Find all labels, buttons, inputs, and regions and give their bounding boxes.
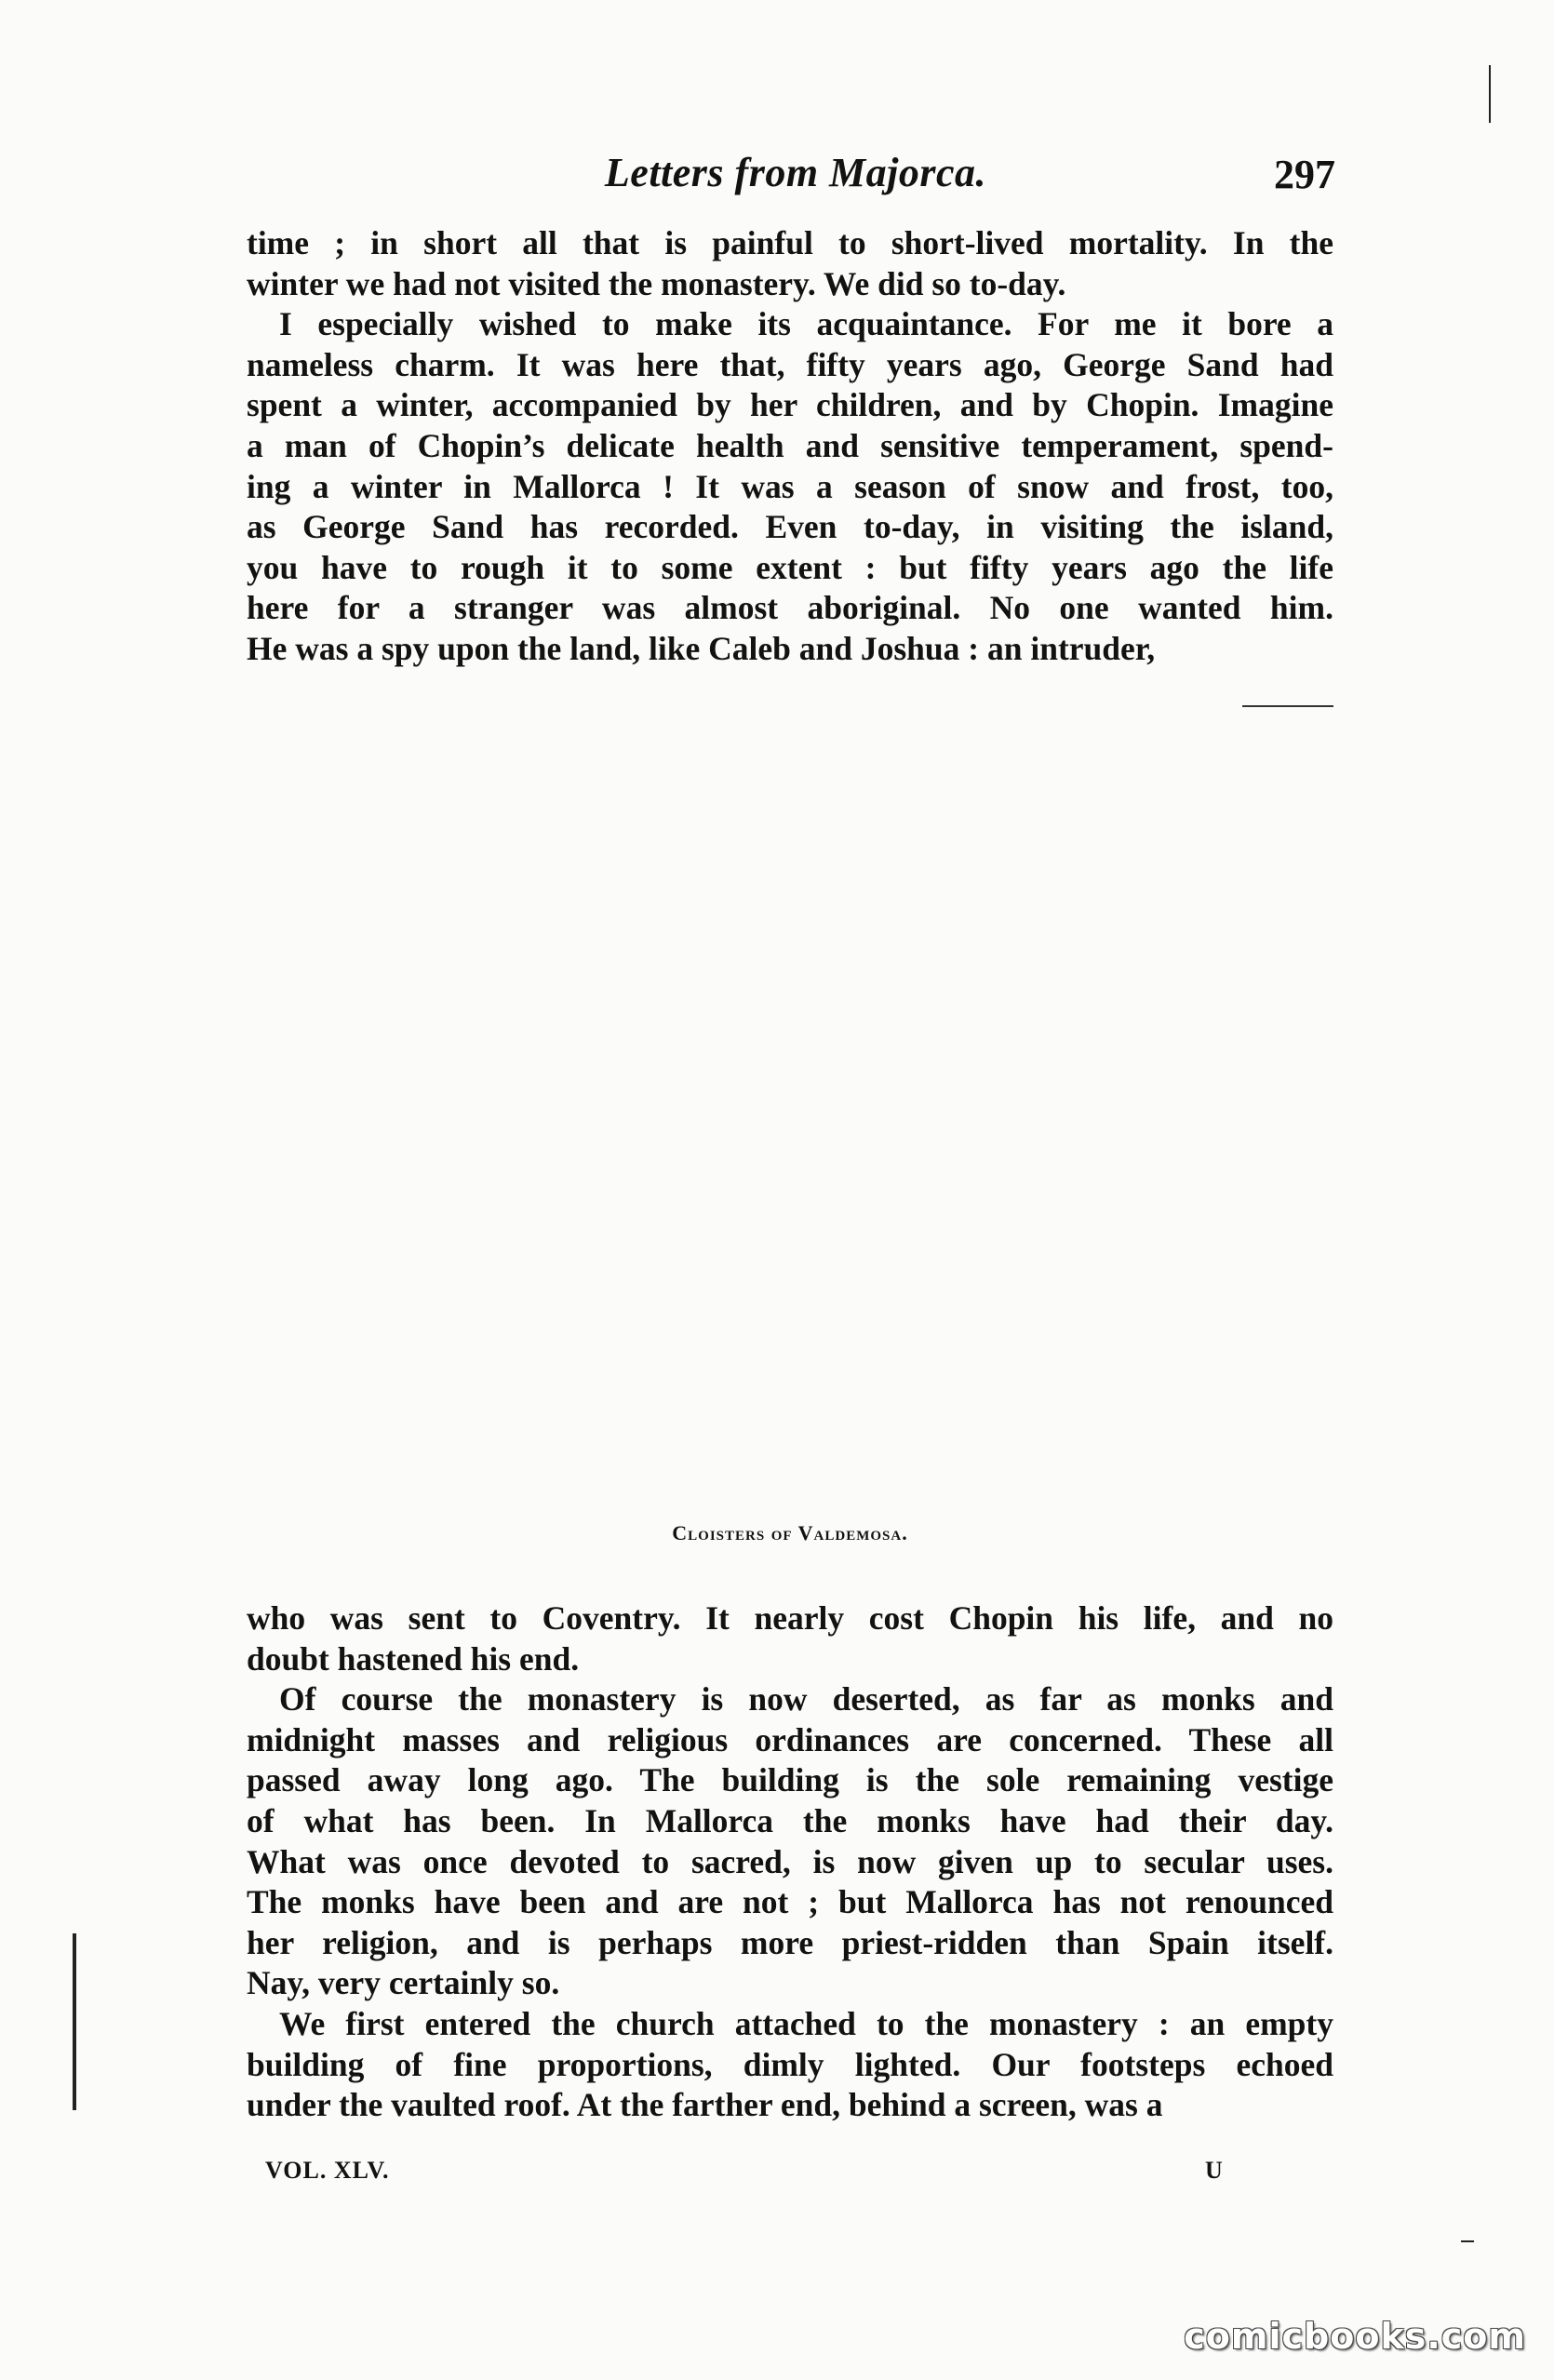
text-line: We first entered the church attached to the monastery : an empty: [279, 2004, 1333, 2042]
running-title: Letters from Majorca.: [604, 150, 987, 195]
illustration-area: [223, 707, 1340, 1507]
text-line: ing a winter in Mallorca ! It was a season of snow and frost, too,: [247, 467, 1333, 505]
text-line: midnight masses and religious ordinances are concerned. These all: [247, 1720, 1333, 1758]
text-line: winter we had not visited the monastery. We did so to-day.: [247, 264, 1066, 302]
text-line: He was a spy upon the land, like Caleb and Joshua : an intruder,: [247, 629, 1156, 667]
page-footer: [247, 2157, 1333, 2194]
text-line: you have to rough it to some extent : but fifty years ago the life: [247, 548, 1333, 586]
text-line: her religion, and is perhaps more priest-ridden than Spain itself.: [247, 1923, 1333, 1961]
volume-signature: VOL. XLV.: [265, 2157, 390, 2184]
illustration-caption: Cloisters of Valdemosa.: [672, 1521, 908, 1544]
paragraph: [247, 304, 1333, 669]
watermark-logo: comicbooks.com: [1184, 2316, 1526, 2357]
text-line: who was sent to Coventry. It nearly cost Chopin his life, and no: [247, 1599, 1333, 1637]
text-line: of what has been. In Mallorca the monks have had their day.: [247, 1801, 1333, 1839]
scan-mark: [1489, 65, 1491, 123]
text-line: spent a winter, accompanied by her children, and by Chopin. Imagine: [247, 386, 1333, 424]
text-line: building of fine proportions, dimly lighted. Our footsteps echoed: [247, 2045, 1333, 2083]
text-line: Nay, very certainly so.: [247, 1964, 560, 2002]
text-line: a man of Chopin’s delicate health and sensitive temperament, spend-: [247, 426, 1333, 464]
text-line: Of course the monastery is now deserted, as far as monks and: [279, 1680, 1333, 1718]
text-line: time ; in short all that is painful to short-lived mortality. In the: [247, 224, 1333, 261]
text-line: I especially wished to make its acquaintance. For me it bore a: [279, 305, 1333, 343]
signature-letter: U: [1205, 2157, 1223, 2184]
text-line: under the vaulted roof. At the farther end, behind a screen, was a: [247, 2086, 1163, 2124]
scan-mark: [73, 1933, 76, 2110]
text-block-bottom: [247, 1598, 1333, 2126]
text-line: What was once devoted to sacred, is now given up to secular uses.: [247, 1842, 1333, 1880]
paragraph: [247, 2004, 1333, 2126]
text-line: doubt hastened his end.: [247, 1639, 580, 1678]
paragraph-continuation: [247, 1598, 1333, 1679]
page-header: [247, 149, 1345, 205]
text-line: The monks have been and are not ; but Mallorca has not renounced: [247, 1883, 1333, 1921]
text-line: as George Sand has recorded. Even to-day, in visiting the island,: [247, 508, 1333, 546]
text-block-top: [247, 223, 1333, 670]
paragraph: [247, 1679, 1333, 2004]
paragraph-continuation: [247, 223, 1333, 304]
text-line: here for a stranger was almost aboriginal. No one wanted him.: [247, 589, 1333, 627]
page-number: 297: [1274, 152, 1335, 197]
text-line: nameless charm. It was here that, fifty years ago, George Sand had: [247, 345, 1333, 383]
scan-mark: [1461, 2240, 1474, 2242]
text-line: passed away long ago. The building is the sole remaining vestige: [247, 1761, 1333, 1799]
